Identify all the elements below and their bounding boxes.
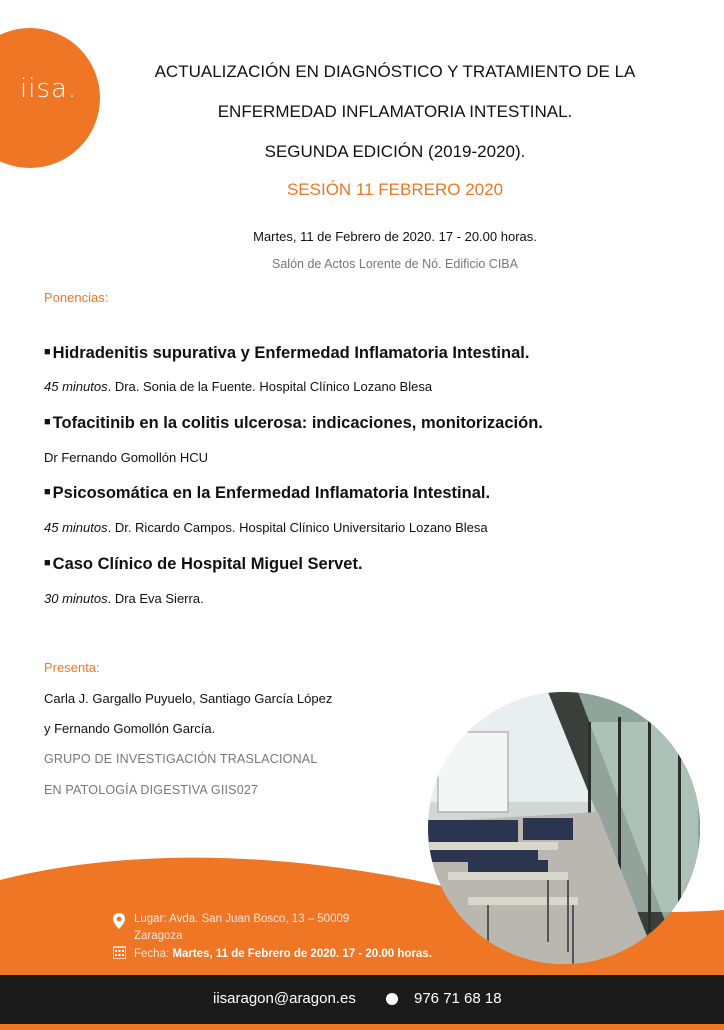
presenters-line-1: Carla J. Gargallo Puyuelo, Santiago García López: [44, 691, 333, 706]
phone-number[interactable]: 976 71 68 18: [414, 990, 502, 1007]
group-line-2: EN PATOLOGÍA DIGESTIVA GIIS027: [44, 783, 259, 797]
square-bullet-icon: ■: [44, 486, 51, 498]
square-bullet-icon: ■: [44, 557, 51, 569]
talk-title: [44, 484, 490, 503]
talk-speaker: . Dra. Sonia de la Fuente. Hospital Clínico Lozano Blesa: [107, 379, 433, 394]
square-bullet-icon: ■: [44, 416, 51, 428]
talk-title: [44, 414, 543, 433]
logo: iisa.: [20, 74, 78, 104]
presenters-line-2: y Fernando Gomollón García.: [44, 721, 216, 736]
talk-speaker: Dr Fernando Gomollón HCU: [44, 450, 209, 465]
talk-speaker: . Dra Eva Sierra.: [107, 591, 204, 606]
lugar-line: [134, 913, 349, 925]
talk-title-text: Caso Clínico de Hospital Miguel Servet.: [52, 555, 363, 573]
lugar-city: Zaragoza: [134, 930, 183, 942]
talk-title-text: Hidradenitis supurativa y Enfermedad Inflamatoria Intestinal.: [52, 344, 530, 362]
talk-title-text: Psicosomática en la Enfermedad Inflamatoria Intestinal.: [52, 484, 491, 502]
title-line-1: ACTUALIZACIÓN EN DIAGNÓSTICO Y TRATAMIENTO DE LA: [154, 62, 636, 81]
calendar-icon: [113, 946, 126, 959]
fecha-label: Fecha:: [134, 948, 170, 960]
ponencias-label: Ponencias:: [44, 290, 109, 305]
contact-bar: [0, 975, 724, 1024]
talk-speaker: . Dr. Ricardo Campos. Hospital Clínico Universitario Lozano Blesa: [107, 520, 488, 535]
classroom-photo: [428, 692, 700, 964]
talk-detail: [44, 379, 432, 394]
title-line-3: SEGUNDA EDICIÓN (2019-2020).: [264, 142, 526, 161]
talk-detail: [44, 591, 204, 606]
talk-detail: [44, 450, 208, 465]
square-bullet-icon: ■: [44, 346, 51, 358]
email-link[interactable]: iisaragon@aragon.es: [213, 990, 356, 1007]
talk-detail: [44, 520, 488, 535]
fecha-line: [134, 948, 432, 960]
presenta-label: Presenta:: [44, 660, 100, 675]
bullet-dot-icon: [386, 993, 398, 1005]
event-venue: Salón de Actos Lorente de Nó. Edificio CIBA: [272, 257, 518, 271]
talk-duration: 45 minutos: [44, 379, 108, 394]
title-line-2: ENFERMEDAD INFLAMATORIA INTESTINAL.: [217, 102, 573, 121]
talk-title-text: Tofacitinib en la colitis ulcerosa: indicaciones, monitorización.: [52, 414, 543, 432]
lugar-value: Avda. San Juan Bosco, 13 – 50009: [169, 913, 350, 925]
fecha-value: Martes, 11 de Febrero de 2020. 17 - 20.00 horas.: [172, 948, 432, 960]
talk-duration: 30 minutos: [44, 591, 108, 606]
group-line-1: GRUPO DE INVESTIGACIÓN TRASLACIONAL: [44, 752, 318, 766]
talk-title: [44, 555, 363, 574]
location-pin-icon: [112, 913, 126, 929]
event-datetime: Martes, 11 de Febrero de 2020. 17 - 20.00 horas.: [253, 229, 537, 244]
lugar-label: Lugar:: [134, 913, 167, 925]
talk-title: [44, 344, 529, 363]
talk-duration: 45 minutos: [44, 520, 108, 535]
session-date: SESIÓN 11 FEBRERO 2020: [286, 180, 504, 199]
